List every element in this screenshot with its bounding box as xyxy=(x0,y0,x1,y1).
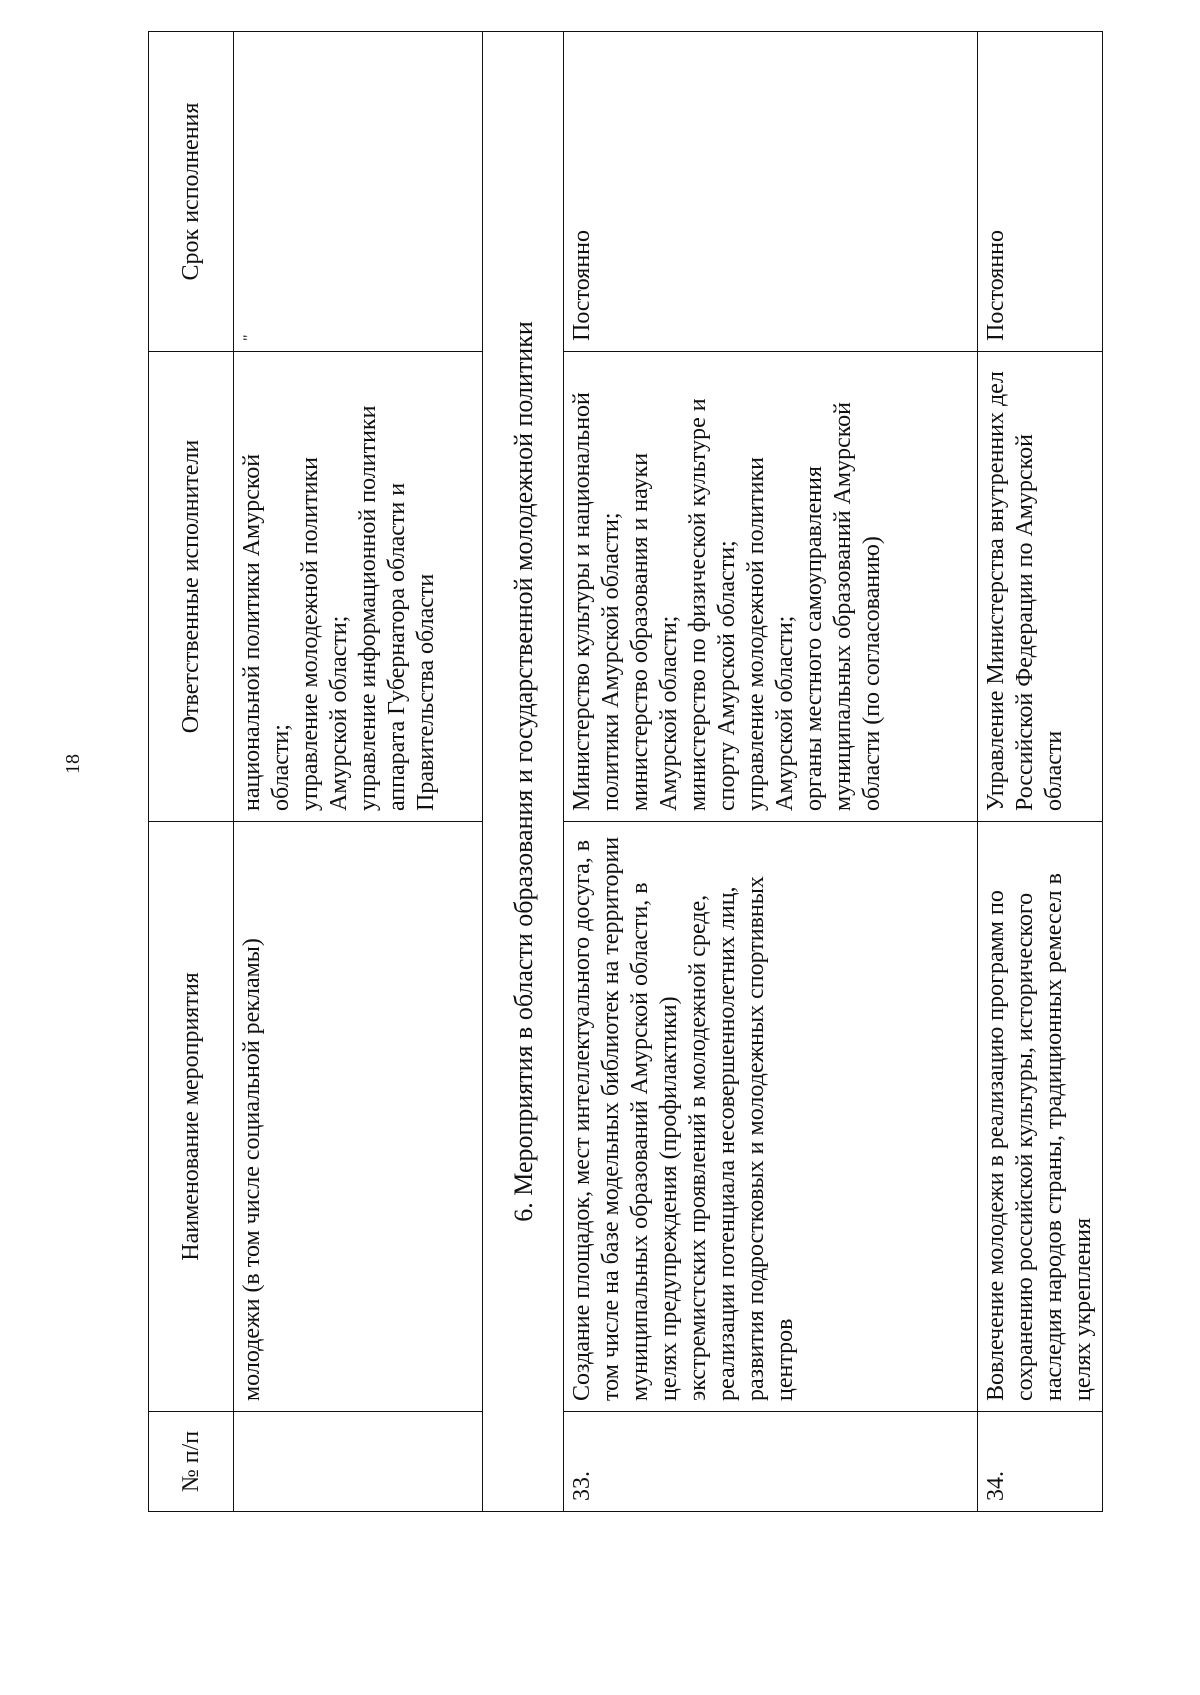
header-term: Срок исполнения xyxy=(149,32,234,352)
cell-num xyxy=(234,1412,483,1512)
executor-line: министерство по физической культуре и спорту Амурской области; xyxy=(685,398,740,811)
executor-line: Министерство культуры и национальной политики Амурской области; xyxy=(569,392,624,811)
executor-line: управление молодежной политики Амурской области; xyxy=(297,457,352,811)
executor-line: министерство образования и науки Амурской области; xyxy=(627,452,682,811)
cell-executors xyxy=(564,352,978,822)
page-number: 18 xyxy=(62,754,84,774)
executor-line: управление молодежной политики Амурской области; xyxy=(743,457,798,811)
cell-executors xyxy=(234,352,483,822)
table-row xyxy=(564,32,978,1512)
executor-line: Управление Министерства внутренних дел Российской Федерации по Амурской области xyxy=(983,371,1067,811)
header-num: № п/п xyxy=(149,1412,234,1512)
cell-name: Создание площадок, мест интеллектуального досуга, в том числе на базе модельных библиотек на территории муниципальных образований Амурской области, в целях предупреждения (профилактики) экстремистских проявлений в молодежной среде, реализации потенциала несовершеннолетних лиц, развития подростковых и молодежных спортивных центров xyxy=(564,822,978,1412)
executor-line: органы местного самоуправления муниципальных образований Амурской области (по согласованию) xyxy=(801,401,885,811)
executor-line: национальной политики Амурской области; xyxy=(239,453,294,811)
executor-line: управление информационной политики аппарата Губернатора области и Правительства области xyxy=(355,405,439,811)
events-table xyxy=(148,31,1103,1512)
table-row xyxy=(234,32,483,1512)
table-row xyxy=(978,32,1103,1512)
term-mark: " xyxy=(241,334,258,341)
cell-term: Постоянно xyxy=(564,32,978,352)
cell-name: Вовлечение молодежи в реализацию программ по сохранению российской культуры, исторического наследия народов страны, традиционных ремесел в целях укрепления xyxy=(978,822,1103,1412)
cell-name: молодежи (в том числе социальной рекламы) xyxy=(234,822,483,1412)
header-name: Наименование мероприятия xyxy=(149,822,234,1412)
cell-num: 34. xyxy=(978,1412,1103,1512)
section-title: 6. Мероприятия в области образования и государственной молодежной политики xyxy=(483,32,564,1512)
document-table-area xyxy=(148,32,1148,1512)
cell-term xyxy=(234,32,483,352)
cell-num: 33. xyxy=(564,1412,978,1512)
cell-executors xyxy=(978,352,1103,822)
table-header-row xyxy=(149,32,234,1512)
cell-term: Постоянно xyxy=(978,32,1103,352)
header-executors: Ответственные исполнители xyxy=(149,352,234,822)
section-row xyxy=(483,32,564,1512)
